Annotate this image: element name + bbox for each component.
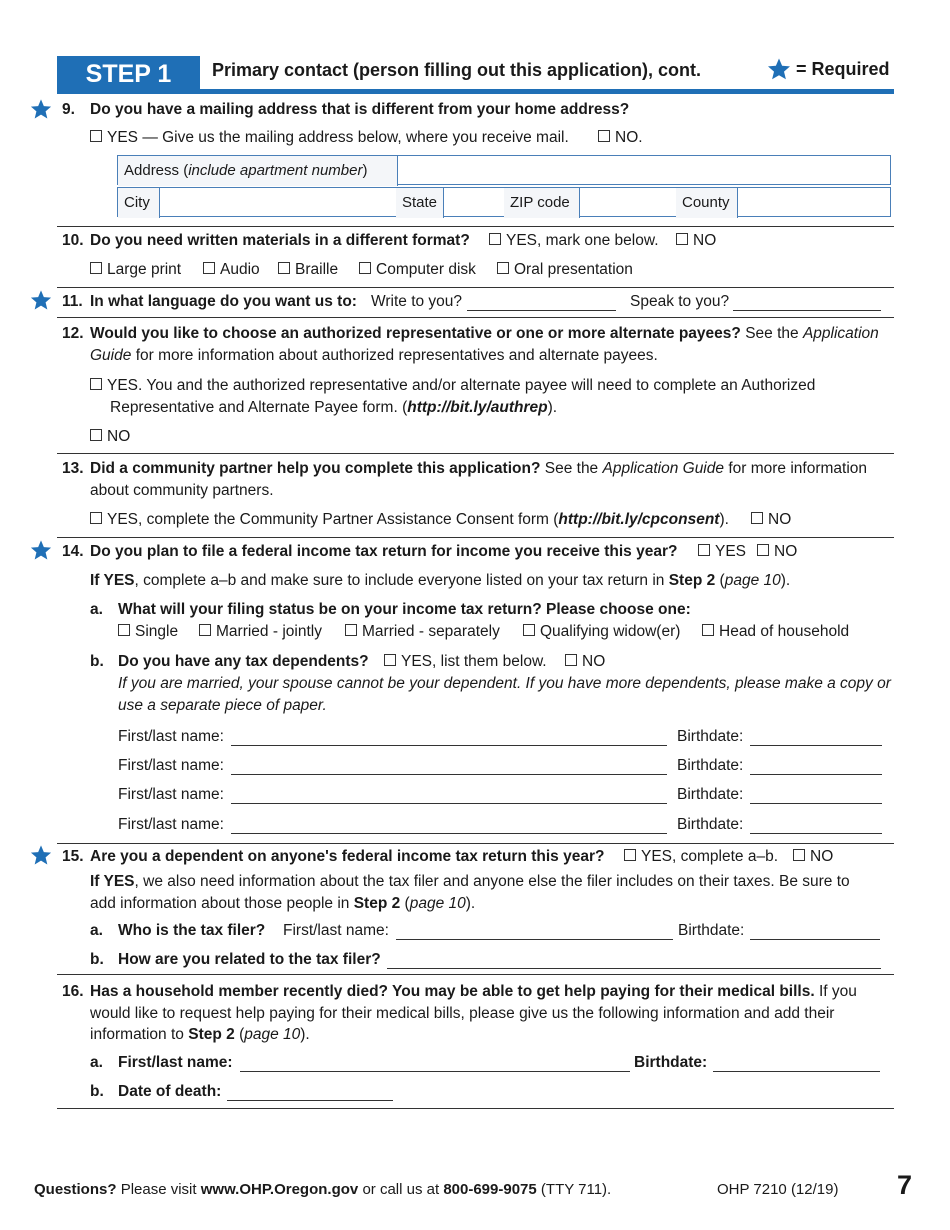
- q14-if-yes: If YES: [90, 572, 135, 589]
- q13-see: See the: [544, 460, 599, 477]
- footer-tty: (TTY 711).: [540, 1181, 612, 1198]
- q14-if-yes-rest: , complete a–b and make sure to include everyone listed on your tax return in: [134, 572, 665, 589]
- checkbox-icon[interactable]: [624, 849, 636, 861]
- q14-instructions: [90, 572, 790, 590]
- q13-question-text: Did a community partner help you complete this application?: [90, 460, 541, 477]
- dependent-name-label: First/last name:: [118, 757, 224, 774]
- q10-question: Do you need written materials in a different format?: [90, 232, 470, 249]
- q14a-head-of-household[interactable]: [702, 623, 849, 641]
- q14a-question: What will your filing status be on your income tax return? Please choose one:: [118, 601, 691, 618]
- state-input[interactable]: [444, 188, 505, 216]
- q13-yes-end: ).: [719, 511, 729, 528]
- q10-number: 10.: [62, 232, 84, 249]
- q13-question: [90, 460, 867, 478]
- divider: [57, 843, 894, 844]
- q12-number: 12.: [62, 325, 84, 342]
- q13-question-line2: about community partners.: [90, 482, 274, 499]
- q16b-label: b.: [90, 1083, 104, 1100]
- q11-speak-label: Speak to you?: [630, 293, 730, 310]
- q16a-label: a.: [90, 1054, 103, 1071]
- q9-question: Do you have a mailing address that is different from your home address?: [90, 101, 630, 118]
- divider: [57, 226, 894, 227]
- q16b-death-label: Date of death:: [118, 1083, 222, 1100]
- q14-yes-label: YES: [715, 543, 747, 560]
- q14a-married-separately[interactable]: [345, 623, 500, 641]
- dependent-birth-input[interactable]: [750, 760, 882, 775]
- zip-input[interactable]: [580, 188, 677, 216]
- page-title: Primary contact (person filling out this application), cont.: [212, 60, 702, 80]
- q14b-question: Do you have any tax dependents?: [118, 653, 369, 670]
- q16a-birth-input[interactable]: [713, 1057, 880, 1072]
- q14a-single[interactable]: [118, 623, 178, 641]
- q15-instructions: [90, 873, 850, 891]
- q10-option-audio[interactable]: [203, 261, 260, 279]
- state-label: State: [396, 188, 444, 218]
- checkbox-icon[interactable]: [751, 512, 763, 524]
- header-rule: [57, 89, 894, 94]
- dependent-name-input[interactable]: [231, 789, 667, 804]
- q12-no-option[interactable]: [90, 428, 130, 446]
- checkbox-icon[interactable]: [676, 233, 688, 245]
- checkbox-icon[interactable]: [702, 624, 714, 636]
- required-star-icon: [30, 844, 52, 866]
- q16-number: 16.: [62, 983, 84, 1000]
- q13-no-label: NO: [768, 511, 792, 528]
- q15-if-yes: If YES: [90, 873, 135, 890]
- q15a-name-input[interactable]: [396, 925, 673, 940]
- footer-website-link[interactable]: www.OHP.Oregon.gov: [200, 1181, 359, 1198]
- q15-page-open: (: [404, 895, 410, 912]
- dependent-name-input[interactable]: [231, 760, 667, 775]
- zip-label: ZIP code: [504, 188, 580, 218]
- county-label: County: [676, 188, 738, 218]
- q14-no-option[interactable]: [757, 543, 797, 561]
- q16a-name-label: First/last name:: [118, 1054, 233, 1071]
- q12-guide: Application: [802, 325, 879, 342]
- q11-speak-input[interactable]: [733, 296, 881, 311]
- checkbox-icon[interactable]: [793, 849, 805, 861]
- q14b-note-line2: use a separate piece of paper.: [118, 697, 327, 714]
- dependent-birth-label: Birthdate:: [677, 757, 744, 774]
- checkbox-icon[interactable]: [359, 262, 371, 274]
- city-label: City: [118, 188, 160, 218]
- q16-page-close: ).: [300, 1026, 310, 1043]
- city-state-zip-row: [117, 187, 891, 217]
- q12-see: See the: [745, 325, 799, 342]
- address-label-italic: include apartment number: [188, 162, 363, 179]
- option-label: Qualifying widow(er): [540, 623, 681, 640]
- q14-yes-option[interactable]: [698, 543, 746, 561]
- q15a-label: a.: [90, 922, 103, 939]
- required-star-icon: [30, 289, 52, 311]
- q12-rest: for more information about authorized representatives and alternate payees.: [135, 347, 658, 364]
- q15a-birth-input[interactable]: [750, 925, 880, 940]
- required-star-icon: [30, 98, 52, 120]
- q15-number: 15.: [62, 848, 84, 865]
- q14-page: page 10: [724, 572, 781, 589]
- q14-question: Do you plan to file a federal income tax return for income you receive this year?: [90, 543, 678, 560]
- checkbox-icon[interactable]: [345, 624, 357, 636]
- q10-no-label: NO: [693, 232, 717, 249]
- divider: [57, 1108, 894, 1109]
- q15-page-close: ).: [465, 895, 476, 912]
- dependent-name-label: First/last name:: [118, 786, 224, 803]
- checkbox-icon[interactable]: [203, 262, 215, 274]
- checkbox-icon[interactable]: [598, 130, 610, 142]
- q15-no-label: NO: [810, 848, 834, 865]
- q14-page-open: (: [719, 572, 725, 589]
- checkbox-icon[interactable]: [90, 429, 102, 441]
- q9-yes-option[interactable]: [90, 129, 569, 147]
- q15-instructions-line2: [90, 895, 475, 913]
- q13-rest: for more information: [728, 460, 868, 477]
- q15-step2: Step 2: [353, 895, 401, 912]
- dependent-name-label: First/last name:: [118, 816, 224, 833]
- q12-yes-line2-text: Representative and Alternate Payee form. (: [110, 399, 408, 416]
- page-number: 7: [897, 1170, 913, 1200]
- option-label: Braille: [295, 261, 339, 278]
- q10-yes-label: YES, mark one below.: [506, 232, 659, 249]
- q14b-note-line1: If you are married, your spouse cannot be your dependent. If you have more dependents, please make a copy or: [118, 675, 891, 692]
- option-label: Oral presentation: [514, 261, 633, 278]
- divider: [57, 974, 894, 975]
- option-label: Single: [135, 623, 179, 640]
- q15-question: Are you a dependent on anyone's federal income tax return this year?: [90, 848, 605, 865]
- city-input[interactable]: [160, 188, 397, 216]
- checkbox-icon[interactable]: [497, 262, 509, 274]
- q11-number: 11.: [62, 293, 83, 310]
- option-label: Head of household: [719, 623, 850, 640]
- dependent-name-label: First/last name:: [118, 728, 224, 745]
- checkbox-icon[interactable]: [698, 544, 710, 556]
- dependent-birth-input[interactable]: [750, 731, 882, 746]
- dependent-birth-label: Birthdate:: [677, 786, 744, 803]
- q16-line2: would like to request help paying for their medical bills, please give us the following information and add their: [90, 1005, 835, 1022]
- q10-option-oral-presentation[interactable]: [497, 261, 633, 279]
- q12-guide2: Guide: [90, 347, 132, 364]
- form-id: OHP 7210 (12/19): [717, 1181, 839, 1198]
- checkbox-icon[interactable]: [565, 654, 577, 666]
- q16-question-text: Has a household member recently died? You may be able to get help paying for their medical bills.: [90, 983, 815, 1000]
- q16a-name-input[interactable]: [240, 1057, 630, 1072]
- option-label: Married - jointly: [216, 623, 322, 640]
- q12-authrep-link[interactable]: http://bit.ly/authrep: [407, 399, 548, 416]
- q15a-question: Who is the tax filer?: [118, 922, 266, 939]
- q15b-label: b.: [90, 951, 104, 968]
- q13-no-option[interactable]: [751, 511, 791, 529]
- q12-question-line2: [90, 347, 658, 365]
- q12-question: [90, 325, 879, 343]
- required-legend: = Required: [796, 59, 890, 79]
- q16-line3: [90, 1026, 310, 1044]
- q14-number: 14.: [62, 543, 84, 560]
- q10-option-computer-disk[interactable]: [359, 261, 476, 279]
- q16b-death-input[interactable]: [227, 1086, 393, 1101]
- county-input[interactable]: [738, 188, 890, 216]
- option-label: Audio: [220, 261, 260, 278]
- q15b-relationship-input[interactable]: [387, 954, 881, 969]
- q12-no-label: NO: [107, 428, 131, 445]
- q15-if-yes-rest: , we also need information about the tax filer and anyone else the filer includes on their taxes. Be sure to: [134, 873, 850, 890]
- q10-option-braille[interactable]: [278, 261, 338, 279]
- divider: [57, 537, 894, 538]
- checkbox-icon[interactable]: [384, 654, 396, 666]
- q9-no-option[interactable]: [598, 129, 643, 147]
- dependent-birth-label: Birthdate:: [677, 728, 744, 745]
- checkbox-icon[interactable]: [523, 624, 535, 636]
- checkbox-icon[interactable]: [118, 624, 130, 636]
- q12-question-text: Would you like to choose an authorized representative or one or more alternate payees?: [90, 325, 741, 342]
- checkbox-icon[interactable]: [90, 378, 102, 390]
- q13-yes-label: YES, complete the Community Partner Assistance Consent form (: [107, 511, 559, 528]
- q16-page-open: (: [239, 1026, 245, 1043]
- q14a-qualifying-widower[interactable]: [523, 623, 680, 641]
- dependent-birth-label: Birthdate:: [677, 816, 744, 833]
- q10-yes-option[interactable]: [489, 232, 659, 250]
- q16-page: page 10: [244, 1026, 301, 1043]
- q14b-yes-label: YES, list them below.: [401, 653, 547, 670]
- q13-cpconsent-link[interactable]: http://bit.ly/cpconsent: [558, 511, 720, 528]
- footer-call: or call us at: [362, 1181, 440, 1198]
- q14b-no-label: NO: [582, 653, 606, 670]
- q13-guide: Application Guide: [602, 460, 724, 477]
- required-star-icon: [767, 57, 791, 81]
- divider: [57, 317, 894, 318]
- q16a-birth-label: Birthdate:: [634, 1054, 708, 1071]
- option-label: Computer disk: [376, 261, 476, 278]
- checkbox-icon[interactable]: [90, 262, 102, 274]
- checkbox-icon[interactable]: [278, 262, 290, 274]
- q14a-label: a.: [90, 601, 103, 618]
- q12-yes-option[interactable]: [90, 377, 815, 395]
- dependent-birth-input[interactable]: [750, 819, 882, 834]
- dependent-name-input[interactable]: [231, 731, 667, 746]
- q15a-name-label: First/last name:: [283, 922, 389, 939]
- dependent-name-input[interactable]: [231, 819, 667, 834]
- q15-no-option[interactable]: [793, 848, 833, 866]
- q10-option-large-print[interactable]: [90, 261, 181, 279]
- q15a-birth-label: Birthdate:: [678, 922, 745, 939]
- q14-page-close: ).: [780, 572, 791, 589]
- q14-step2: Step 2: [668, 572, 716, 589]
- q14b-no-option[interactable]: [565, 653, 605, 671]
- q15-yes-option[interactable]: [624, 848, 778, 866]
- checkbox-icon[interactable]: [90, 130, 102, 142]
- address-field[interactable]: [117, 155, 891, 185]
- step-label: STEP 1: [85, 60, 172, 88]
- q12-yes-end: ).: [547, 399, 558, 416]
- footer-contact: [34, 1181, 611, 1198]
- q13-yes-option[interactable]: [90, 511, 729, 529]
- q16-line3-text: information to: [90, 1026, 184, 1043]
- q14a-married-jointly[interactable]: [199, 623, 322, 641]
- q15b-question: How are you related to the tax filer?: [118, 951, 381, 968]
- q14-no-label: NO: [774, 543, 798, 560]
- footer-visit: Please visit: [120, 1181, 197, 1198]
- footer-questions: Questions?: [34, 1181, 117, 1198]
- option-label: Large print: [107, 261, 182, 278]
- q16-question: [90, 983, 857, 1001]
- footer-phone[interactable]: 800-699-9075: [443, 1181, 537, 1198]
- q15-page: page 10: [409, 895, 466, 912]
- q12-yes-label: YES. You and the authorized representative and/or alternate payee will need to complete an Authorized: [107, 377, 816, 394]
- q10-no-option[interactable]: [676, 232, 716, 250]
- address-label: [118, 156, 398, 186]
- q13-number: 13.: [62, 460, 84, 477]
- q14b-yes-option[interactable]: [384, 653, 547, 671]
- option-label: Married - separately: [362, 623, 500, 640]
- address-label-end: ): [362, 162, 368, 179]
- address-label-text: Address (: [124, 162, 189, 179]
- q11-write-input[interactable]: [467, 296, 616, 311]
- dependent-birth-input[interactable]: [750, 789, 882, 804]
- q9-yes-label: YES — Give us the mailing address below, where you receive mail.: [107, 129, 569, 146]
- q9-number: 9.: [62, 101, 75, 118]
- required-star-icon: [30, 539, 52, 561]
- q16-step2: Step 2: [188, 1026, 235, 1043]
- q15-line2: add information about those people in: [90, 895, 350, 912]
- q11-write-label: Write to you?: [371, 293, 463, 310]
- q12-yes-line2: [110, 399, 557, 417]
- q16-rest1: If you: [818, 983, 857, 1000]
- q9-no-label: NO.: [615, 129, 643, 146]
- q11-question: In what language do you want us to:: [90, 293, 357, 310]
- divider: [57, 287, 894, 288]
- checkbox-icon[interactable]: [199, 624, 211, 636]
- divider: [57, 453, 894, 454]
- q15-yes-label: YES, complete a–b.: [641, 848, 778, 865]
- checkbox-icon[interactable]: [90, 512, 102, 524]
- q14b-label: b.: [90, 653, 104, 670]
- checkbox-icon[interactable]: [489, 233, 501, 245]
- checkbox-icon[interactable]: [757, 544, 769, 556]
